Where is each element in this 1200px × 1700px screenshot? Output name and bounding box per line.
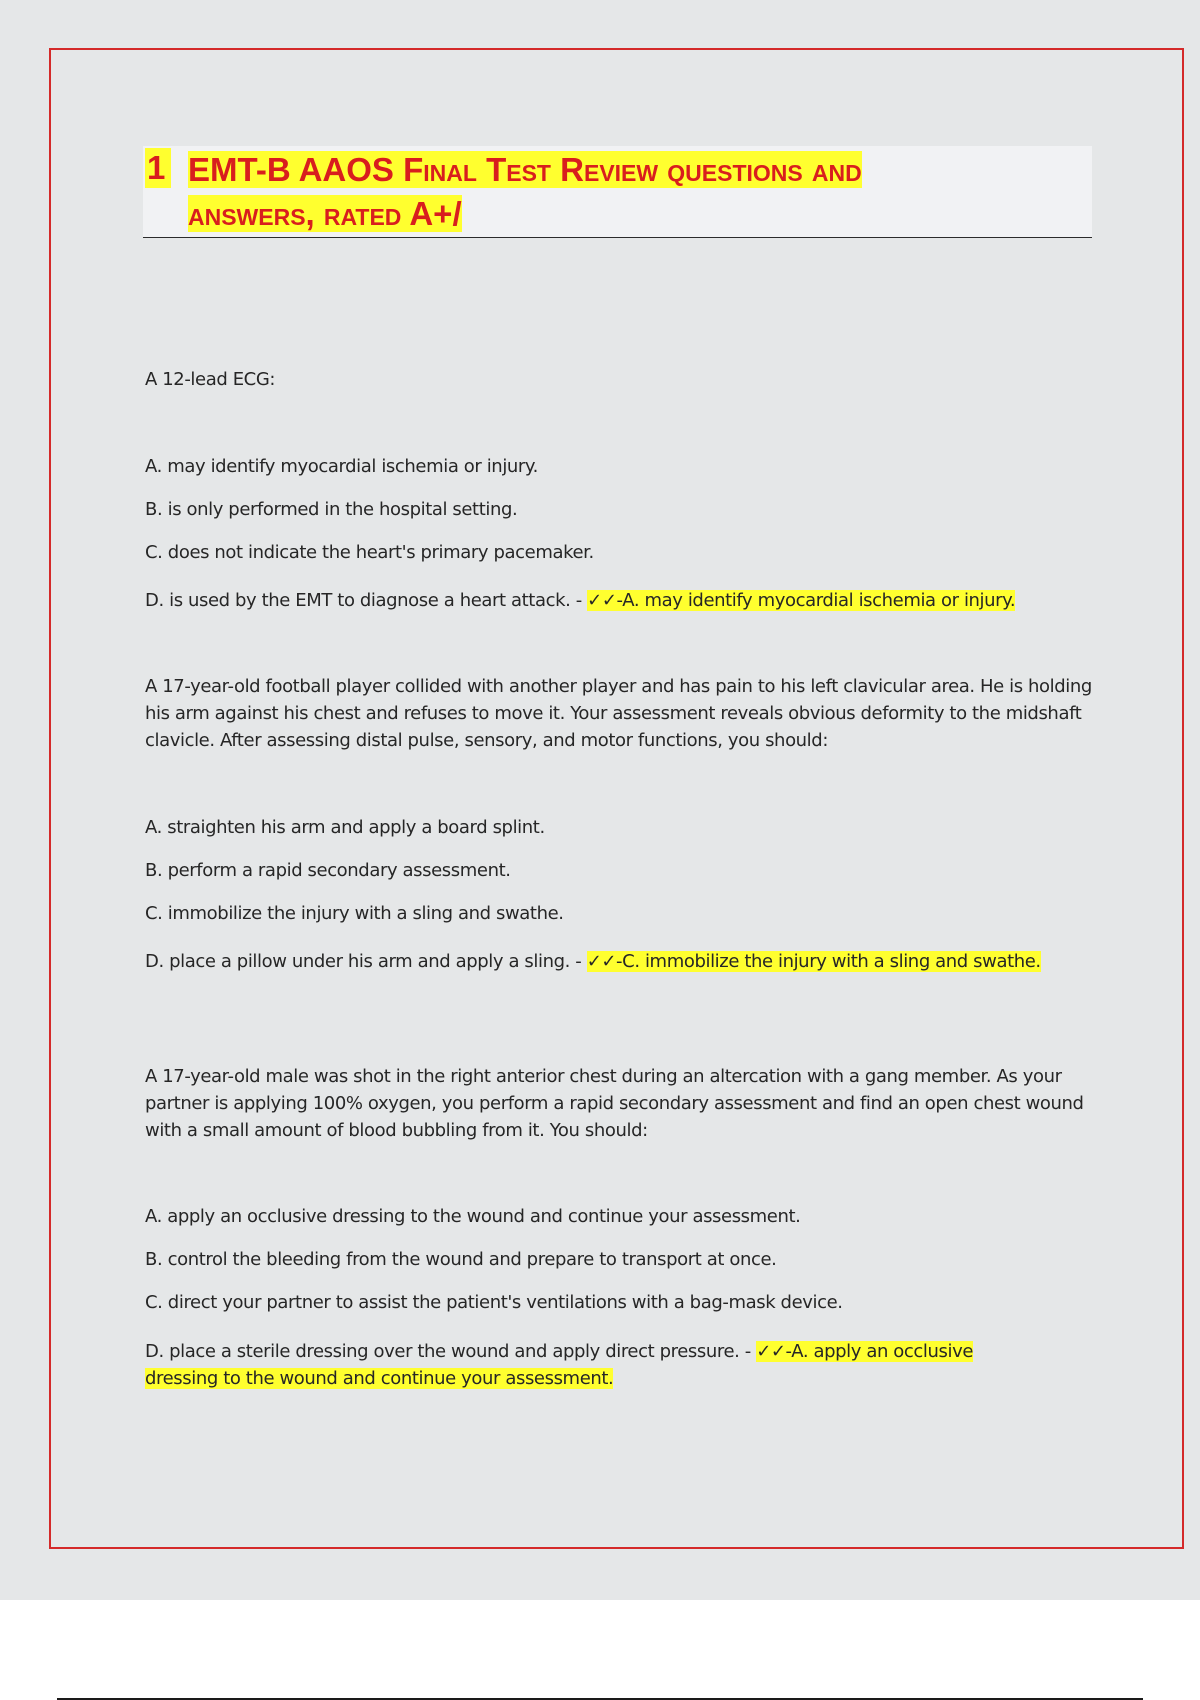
answer-option: B. is only performed in the hospital setting. — [145, 499, 518, 520]
question-stem: A 12-lead ECG: — [145, 369, 276, 390]
answer-option-with-key — [145, 1338, 1045, 1392]
correct-answer: ✓✓-A. apply an occlusive dressing to the wound and continue your assessment. — [145, 1341, 974, 1389]
page-title — [188, 148, 1088, 236]
answer-option: C. does not indicate the heart's primary pacemaker. — [145, 542, 594, 563]
correct-answer: ✓✓-A. may identify myocardial ischemia or injury. — [587, 590, 1016, 611]
answer-option: C. direct your partner to assist the patient's ventilations with a bag-mask device. — [145, 1292, 843, 1313]
answer-option: A. straighten his arm and apply a board splint. — [145, 817, 545, 838]
heading-number: 1 — [145, 148, 171, 188]
answer-option: A. may identify myocardial ischemia or injury. — [145, 456, 538, 477]
title-line-2: answers, rated A+/ — [188, 195, 462, 232]
question-stem: A 17-year-old football player collided with another player and has pain to his left clavicular area. He is holding his arm against his chest and refuses to move it. Your assessment reveals obvious deformity to the midshaft clavicle. After assessing distal pulse, sensory, and motor functions, you should: — [145, 676, 1092, 751]
answer-option: B. perform a rapid secondary assessment. — [145, 860, 511, 881]
correct-answer: ✓✓-C. immobilize the injury with a sling and swathe. — [586, 951, 1041, 972]
answer-option-with-key — [145, 948, 1045, 975]
question-stem: A 17-year-old male was shot in the right anterior chest during an altercation with a gang member. As your partner is applying 100% oxygen, you perform a rapid secondary assessment and find an open chest wound with a small amount of blood bubbling from it. You should: — [145, 1066, 1084, 1141]
answer-option: D. place a sterile dressing over the wound and apply direct pressure. - — [145, 1341, 757, 1362]
title-block — [143, 146, 1092, 238]
title-line-1: EMT-B AAOS Final Test Review questions and — [188, 151, 862, 188]
answer-option: B. control the bleeding from the wound and prepare to transport at once. — [145, 1249, 777, 1270]
answer-option: D. place a pillow under his arm and apply a sling. - — [145, 951, 587, 972]
answer-option: A. apply an occlusive dressing to the wound and continue your assessment. — [145, 1206, 801, 1227]
answer-option-with-key — [145, 587, 1095, 614]
page-border — [49, 48, 1184, 1549]
answer-option: C. immobilize the injury with a sling and swathe. — [145, 903, 564, 924]
answer-option: D. is used by the EMT to diagnose a heart attack. - — [145, 590, 588, 611]
